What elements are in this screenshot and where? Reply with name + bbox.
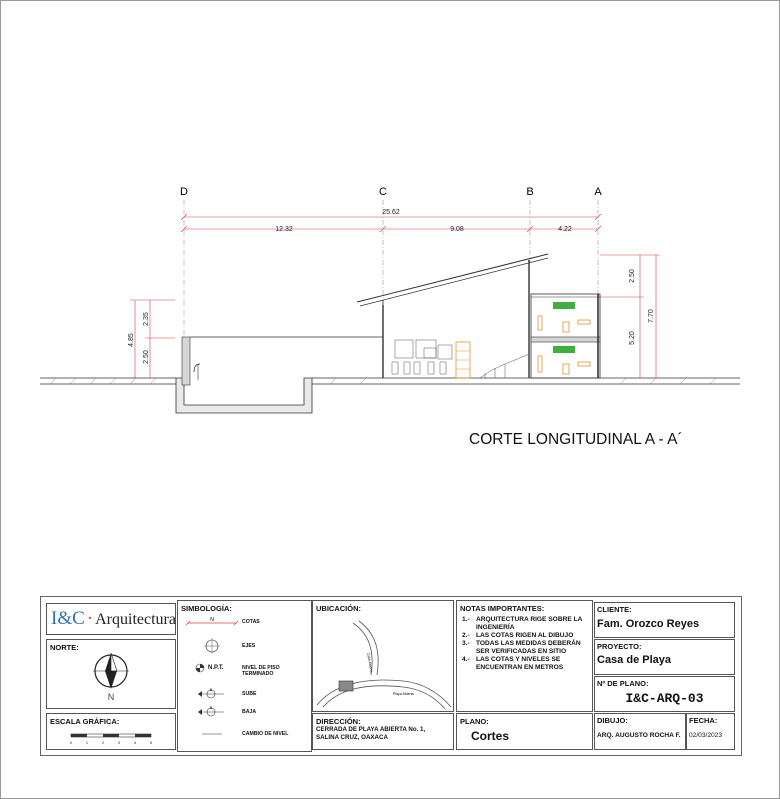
main-building <box>357 254 548 378</box>
dibujo-label: DIBUJO: <box>597 716 628 725</box>
ground-line <box>40 378 740 384</box>
dim-right: 2.50 <box>629 269 636 283</box>
location-map <box>313 615 453 710</box>
scale-tick: 2 <box>102 741 104 745</box>
client-name: Fam. Orozco Reyes <box>597 618 700 630</box>
symbol-sube: SUBE <box>242 691 257 697</box>
dim-left: 2.50 <box>143 350 150 364</box>
axis-c <box>379 186 387 305</box>
plan-box <box>456 713 593 750</box>
scale-box <box>46 713 176 750</box>
map-label: Calle Abierta <box>366 652 374 673</box>
notes-list <box>462 616 592 672</box>
symbol-ejes: EJES <box>242 643 256 649</box>
dim-total: 25.62 <box>382 209 400 216</box>
axis-a <box>594 186 602 300</box>
cotas-letter: N <box>210 617 214 623</box>
project-box <box>594 639 735 675</box>
interior-furniture <box>392 340 529 378</box>
address-text: CERRADA DE PLAYA ABIERTA No. 1, SALINA CRUZ, OAXACA <box>316 726 426 741</box>
simbologia-label: SIMBOLOGÍA: <box>181 604 232 613</box>
drawn-by: ARQ. AUGUSTO ROCHA F. <box>597 732 681 739</box>
north-box <box>46 639 176 709</box>
note-item: 3.- TODAS LAS MEDIDAS DEBERÁN SER VERIFICADAS EN SITIO <box>462 640 581 655</box>
baja-letter: B <box>209 705 213 710</box>
dimension-top <box>181 214 601 232</box>
cliente-label: CLIENTE: <box>597 605 632 614</box>
note-item: 1.- ARQUITECTURA RIGE SOBRE LA INGENIERÍA <box>462 616 583 631</box>
ubicacion-label: UBICACIÓN: <box>316 604 361 613</box>
plano-label: PLANO: <box>460 717 489 726</box>
axis-label: D <box>180 186 188 198</box>
ground-hatch <box>50 378 716 384</box>
sheet-number-box <box>594 676 735 712</box>
location-box <box>312 600 454 712</box>
proyecto-label: PROYECTO: <box>597 642 642 651</box>
direccion-label: DIRECCIÓN: <box>316 717 361 726</box>
scale-tick: 0 <box>70 741 72 745</box>
scale-tick: 4 <box>134 741 136 745</box>
date-value: 02/03/2023 <box>689 732 723 739</box>
address-box <box>312 713 454 750</box>
axis-d <box>180 186 188 337</box>
logo-box <box>46 603 176 635</box>
pool-section <box>176 337 383 413</box>
escala-label: ESCALA GRÁFICA: <box>50 717 120 726</box>
drawn-by-box <box>594 713 686 750</box>
dim-right: 5.20 <box>629 331 636 345</box>
scale-tick: 3 <box>118 741 120 745</box>
north-arrow-icon <box>91 649 131 701</box>
plan-name: Cortes <box>471 729 510 743</box>
green-tags <box>553 302 575 353</box>
project-name: Casa de Playa <box>597 654 671 666</box>
symbology-icons <box>184 615 244 750</box>
dim-span: 4.22 <box>558 226 572 233</box>
dimension-left <box>130 300 175 378</box>
sheet-number: I&C-ARQ-03 <box>625 691 704 706</box>
symbol-cotas: COTAS <box>242 619 260 625</box>
scale-tick: 1 <box>86 741 88 745</box>
symbol-baja: BAJA <box>242 709 257 715</box>
scale-tick: 5 <box>150 741 152 745</box>
symbol-npt: NIVEL DE PISO TERMINADO <box>242 665 280 677</box>
dim-span: 12.32 <box>275 226 293 233</box>
axis-label: A <box>594 186 602 198</box>
sube-letter: B <box>209 687 213 692</box>
symbol-cambio: CAMBIO DE NIVEL <box>242 731 289 737</box>
dim-left: 4.85 <box>128 333 135 347</box>
fecha-label: FECHA: <box>689 716 718 725</box>
symbology-box <box>177 600 312 752</box>
notas-label: NOTAS IMPORTANTES: <box>460 604 545 613</box>
norte-label: NORTE: <box>50 643 79 652</box>
axis-label: B <box>526 186 534 198</box>
client-box <box>594 602 735 638</box>
north-letter: N <box>107 692 115 701</box>
symbol-npt-tag: N.P.T. <box>208 665 224 671</box>
dim-right: 7.70 <box>648 309 655 323</box>
dim-span: 9.08 <box>450 226 464 233</box>
bathroom-fixtures <box>538 316 590 374</box>
no-plano-label: Nº DE PLANO: <box>597 679 649 688</box>
axis-label: C <box>379 186 387 198</box>
map-label: Playa Abierta <box>393 692 414 696</box>
scale-bar-icon <box>69 732 159 748</box>
company-logo: I&C · Arquitectura <box>51 608 176 629</box>
note-item: 2.- LAS COTAS RIGEN AL DIBUJO <box>462 632 574 639</box>
section-title: CORTE LONGITUDINAL A - A´ <box>469 431 683 448</box>
dim-left: 2.35 <box>143 312 150 326</box>
note-item: 4.- LAS COTAS Y NIVELES SE ENCUENTRAN EN METROS <box>462 656 564 671</box>
axis-b <box>526 186 533 262</box>
date-box <box>686 713 735 750</box>
